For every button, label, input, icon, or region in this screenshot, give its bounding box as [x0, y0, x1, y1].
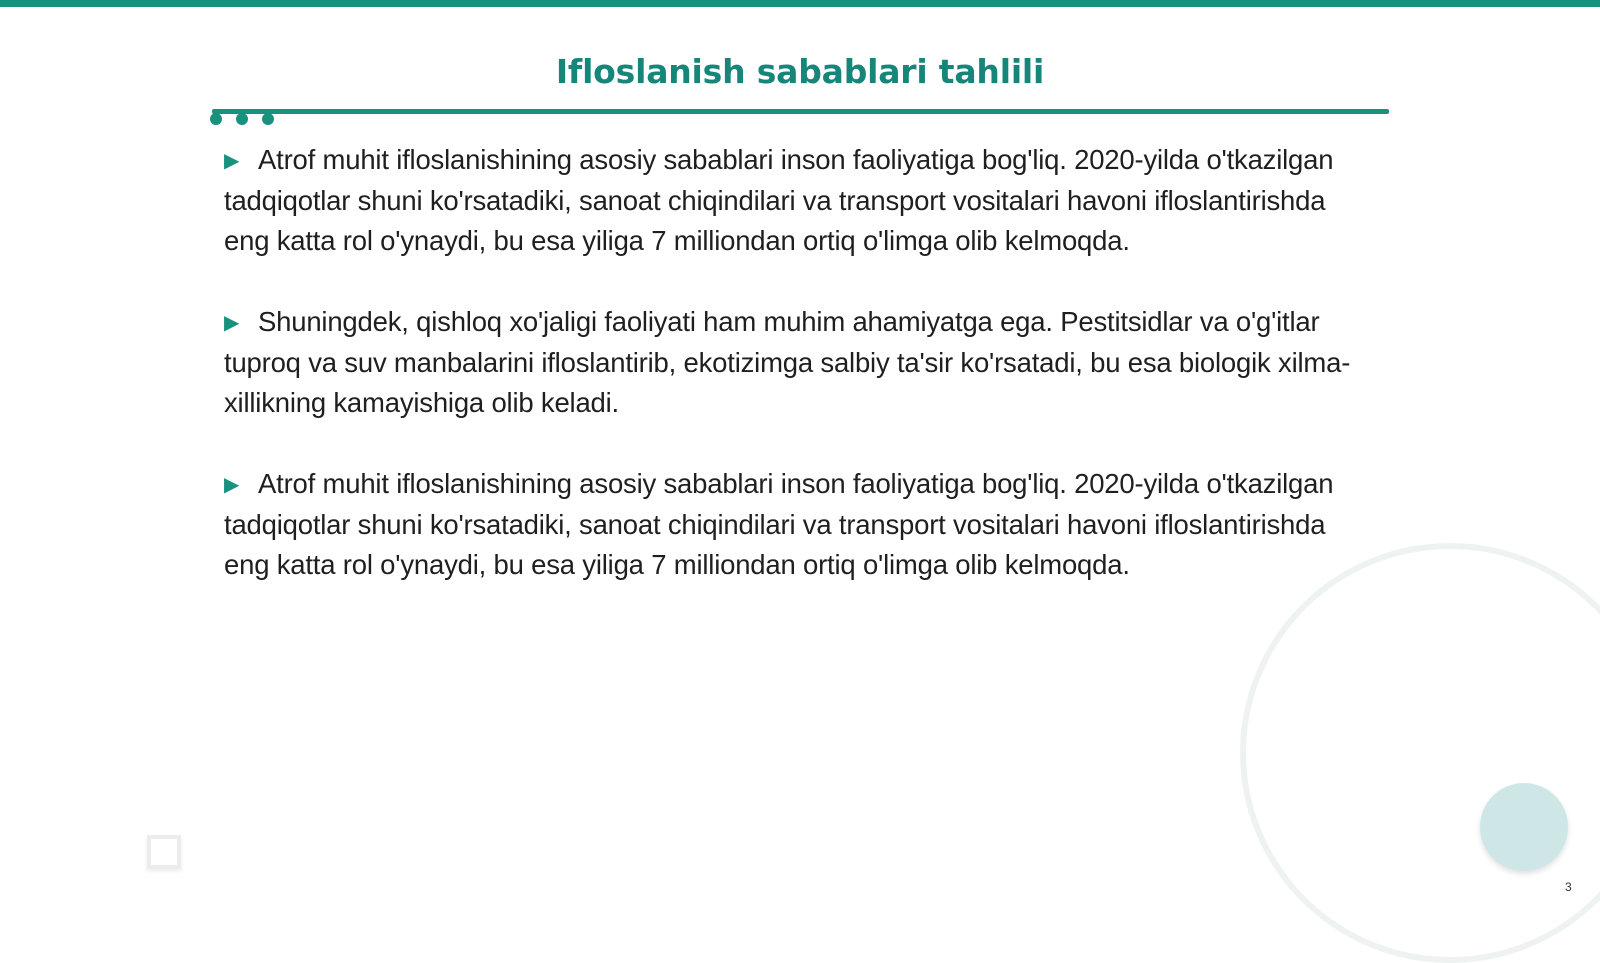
bullet-text: Atrof muhit ifloslanishining asosiy sabablari inson faoliyatiga bog'liq. 2020-yilda o'tkazilgan tadqiqotlar shuni ko'rsatadiki, sanoat chiqindilari va transport vositalari havoni ifloslantirishda eng katta rol o'ynaydi, bu esa yiliga 7 milliondan ortiq o'limga olib kelmoqda.	[224, 468, 1334, 580]
decor-dot	[210, 113, 222, 125]
bullet-list	[224, 140, 1374, 626]
decor-dot	[236, 113, 248, 125]
bullet-text: Atrof muhit ifloslanishining asosiy sabablari inson faoliyatiga bog'liq. 2020-yilda o'tkazilgan tadqiqotlar shuni ko'rsatadiki, sanoat chiqindilari va transport vositalari havoni ifloslantirishda eng katta rol o'ynaydi, bu esa yiliga 7 milliondan ortiq o'limga olib kelmoqda.	[224, 144, 1334, 256]
title-underline	[212, 109, 1389, 114]
decor-square	[147, 835, 181, 869]
page-number: 3	[1565, 880, 1572, 894]
bullet-text: Shuningdek, qishloq xo'jaligi faoliyati ham muhim ahamiyatga ega. Pestitsidlar va o'g'itlar tuproq va suv manbalarini ifloslantirib, ekotizimga salbiy ta'sir ko'rsatadi, bu esa biologik xilma-xillikning kamayishiga olib keladi.	[224, 306, 1351, 418]
slide-title: Ifloslanish sabablari tahlili	[555, 52, 1045, 91]
decor-circle	[1480, 783, 1568, 871]
triangle-bullet-icon: ▶	[224, 150, 240, 172]
triangle-bullet-icon: ▶	[224, 474, 240, 496]
decor-dot	[262, 113, 274, 125]
bullet-item	[224, 140, 1374, 261]
triangle-bullet-icon: ▶	[224, 312, 240, 334]
bullet-item	[224, 302, 1374, 423]
top-accent-bar	[0, 0, 1600, 7]
bullet-item	[224, 464, 1374, 585]
